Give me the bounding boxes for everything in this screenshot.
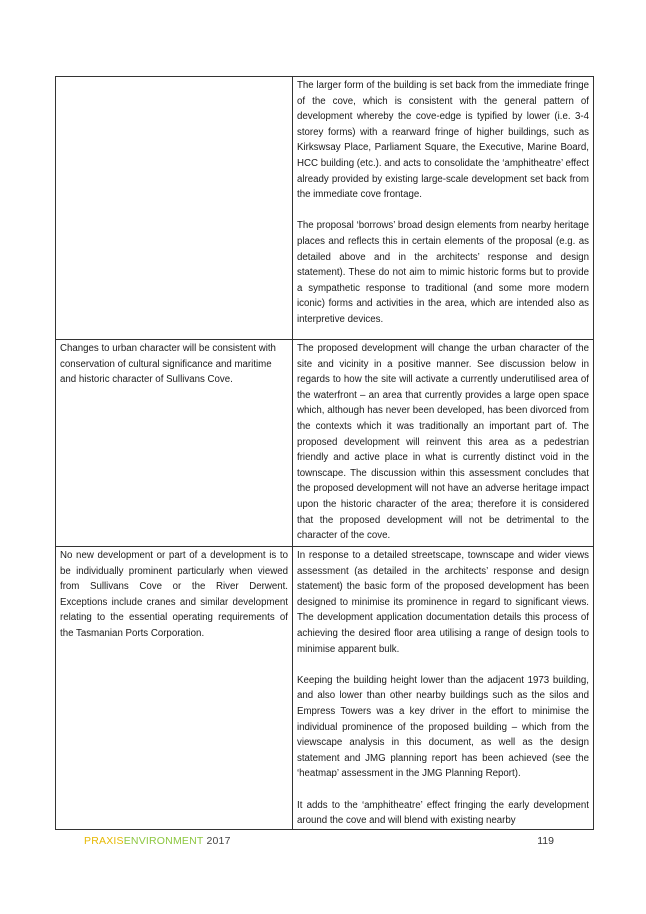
response-paragraph: It adds to the ‘amphitheatre’ effect fringing the early development around the cove and will blend with existing nearby <box>297 799 589 827</box>
response-paragraph: The proposed development will change the urban character of the site and vicinity in a positive manner. See discussion below in regards to how the site will activate a currently underutilised area of the waterfront – an area that currently provides a large open space which, although has never been developed, has been divorced from the contexts which it was traditionally an important part of. The proposed development will reinvent this area as a pedestrian friendly and active place in what is currently distinct void in the townscape. The discussion within this assessment concludes that the proposed development will not have an adverse heritage impact upon the historic character of the area; therefore it is considered that the proposed development will not be detrimental to the character of the cove. <box>297 343 589 542</box>
table-row <box>56 547 594 830</box>
criteria-cell <box>56 340 293 547</box>
page-footer <box>84 833 554 849</box>
response-cell <box>293 547 594 830</box>
response-cell <box>293 77 594 340</box>
table-row <box>56 340 594 547</box>
response-paragraph: The larger form of the building is set back from the immediate fringe of the cove, which is consistent with the general pattern of development whereby the cove-edge is typified by lower (i.e. 3-4 storey forms) with a rearward fringe of higher buildings, such as Kirkswsay Place, Parliament Square, the Executive, Marine Board, HCC building (etc.). and acts to consolidate the ‘amphitheatre’ effect already provided by existing large-scale development set back from the immediate cove frontage. <box>297 80 589 201</box>
table-row <box>56 77 594 340</box>
criteria-text: Changes to urban character will be consistent with conservation of cultural significance and maritime and historic character of Sullivans Cove. <box>60 343 276 386</box>
brand-praxis: PRAXIS <box>84 835 124 847</box>
response-paragraph: The proposal ‘borrows’ broad design elements from nearby heritage places and reflects this in certain elements of the proposal (e.g. as detailed above and in the architects’ response and design statement). These do not aim to mimic historic forms but to provide a sympathetic response to traditional (and some more modern iconic) forms and activities in the area, which are intended also as interpretive devices. <box>297 220 589 325</box>
criteria-text: No new development or part of a development is to be individually prominent particularly when viewed from Sullivans Cove or the River Derwent. Exceptions include cranes and similar development relating to the essential operating requirements of the Tasmanian Ports Corporation. <box>60 550 288 639</box>
criteria-cell <box>56 547 293 830</box>
response-paragraph: Keeping the building height lower than the adjacent 1973 building, and also lower than other nearby buildings such as the silos and Empress Towers was a key driver in the effort to minimise the individual prominence of the proposed building – which from the viewscape analysis in this document, as well as the design statement and JMG planning report has been achieved (see the ‘heatmap’ assessment in the JMG Planning Report). <box>297 674 589 780</box>
response-paragraph: In response to a detailed streetscape, townscape and wider views assessment (as detailed in the architects’ response and design statement) the basic form of the proposed development has been designed to minimise its prominence in regard to significant views. The development application documentation details this process of achieving the desired floor area utilising a range of design tools to minimise apparent bulk. <box>297 550 589 655</box>
footer-year: 2017 <box>203 835 231 847</box>
brand-environment: ENVIRONMENT <box>123 835 204 847</box>
response-cell <box>293 340 594 547</box>
page-number: 119 <box>537 835 554 847</box>
assessment-table <box>55 76 594 830</box>
footer-brand <box>84 833 231 849</box>
criteria-cell <box>56 77 293 340</box>
